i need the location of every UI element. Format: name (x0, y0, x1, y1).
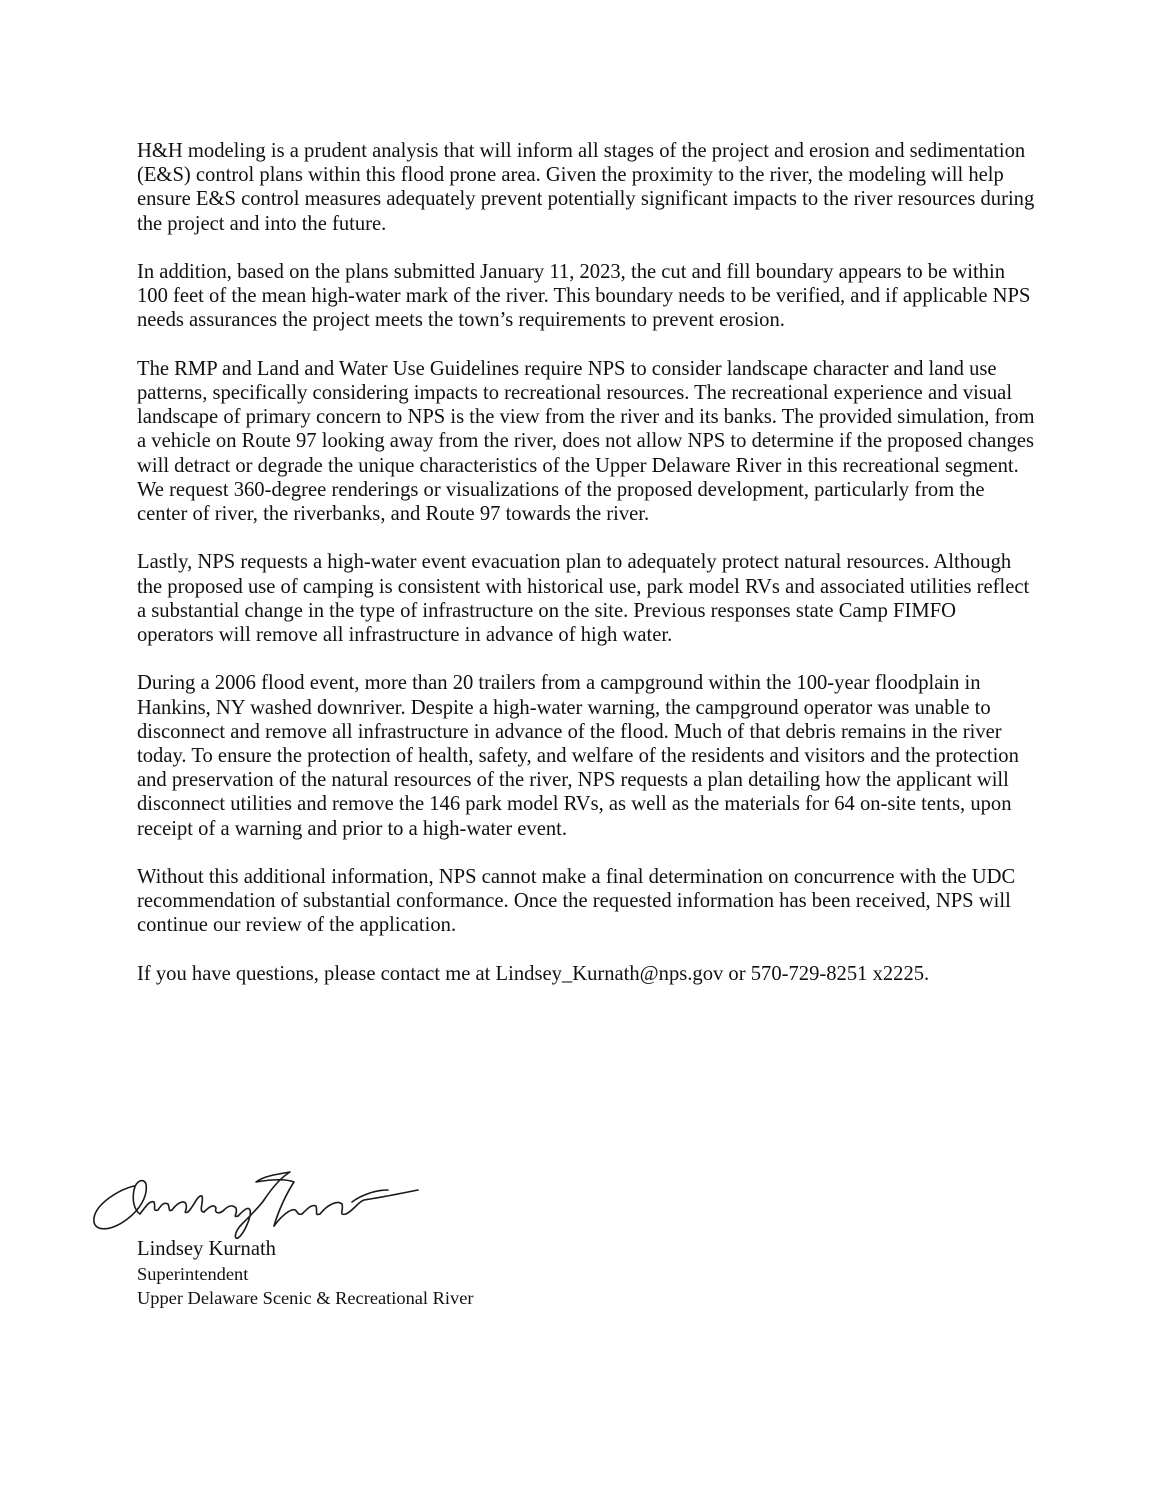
signature-block (137, 1237, 474, 1310)
letter-body (137, 139, 1037, 1010)
paragraph-contact: If you have questions, please contact me at Lindsey_Kurnath@nps.gov or 570-729-8251 x2225. (137, 962, 930, 985)
paragraph-evacuation-plan: Lastly, NPS requests a high-water event evacuation plan to adequately protect natural resources. Although the proposed use of camping is consistent with historical use, park model RVs and associated utilities reflect a substantial change in the type of infrastructure on the site. Previous responses state Camp FIMFO operators will remove all infrastructure in advance of high water. (137, 551, 1030, 647)
signer-title: Superintendent (137, 1264, 249, 1284)
paragraph-2006-flood: During a 2006 flood event, more than 20 trailers from a campground within the 100-year floodplain in Hankins, NY washed downriver. Despite a high-water warning, the campground operator was unable to disconnect and remove all infrastructure in advance of the flood. Much of that debris remains in the river today. To ensure the protection of health, safety, and welfare of the residents and visitors and the protection and preservation of the natural resources of the river, NPS requests a plan detailing how the applicant will disconnect utilities and remove the 146 park model RVs, as well as the materials for 64 on-site tents, upon receipt of a warning and prior to a high-water event. (137, 672, 1019, 840)
paragraph-hh-modeling: H&H modeling is a prudent analysis that will inform all stages of the project and erosion and sedimentation (E&S) control plans within this flood prone area. Given the proximity to the river, the modeling will help ensure E&S control measures adequately prevent potentially significant impacts to the river resources during the project and into the future. (137, 140, 1035, 235)
signer-organization: Upper Delaware Scenic & Recreational River (137, 1288, 474, 1308)
signer-name: Lindsey Kurnath (137, 1238, 276, 1260)
handwritten-signature (88, 1160, 448, 1240)
paragraph-final-determination: Without this additional information, NPS cannot make a final determination on concurrence with the UDC recommendation of substantial conformance. Once the requested information has been received, NPS will continue our review of the application. (137, 866, 1016, 937)
paragraph-cut-fill-boundary: In addition, based on the plans submitted January 11, 2023, the cut and fill boundary appears to be within 100 feet of the mean high-water mark of the river. This boundary needs to be verified, and if applicable NPS needs assurances the project meets the town’s requirements to prevent erosion. (137, 261, 1031, 332)
paragraph-landscape-character: The RMP and Land and Water Use Guidelines require NPS to consider landscape character and land use patterns, specifically considering impacts to recreational resources. The recreational experience and visual landscape of primary concern to NPS is the view from the river and its banks. The provided simulation, from a vehicle on Route 97 looking away from the river, does not allow NPS to determine if the proposed changes will detract or degrade the unique characteristics of the Upper Delaware River in this recreational segment. We request 360-degree renderings or visualizations of the proposed development, particularly from the center of river, the riverbanks, and Route 97 towards the river. (137, 357, 1035, 526)
